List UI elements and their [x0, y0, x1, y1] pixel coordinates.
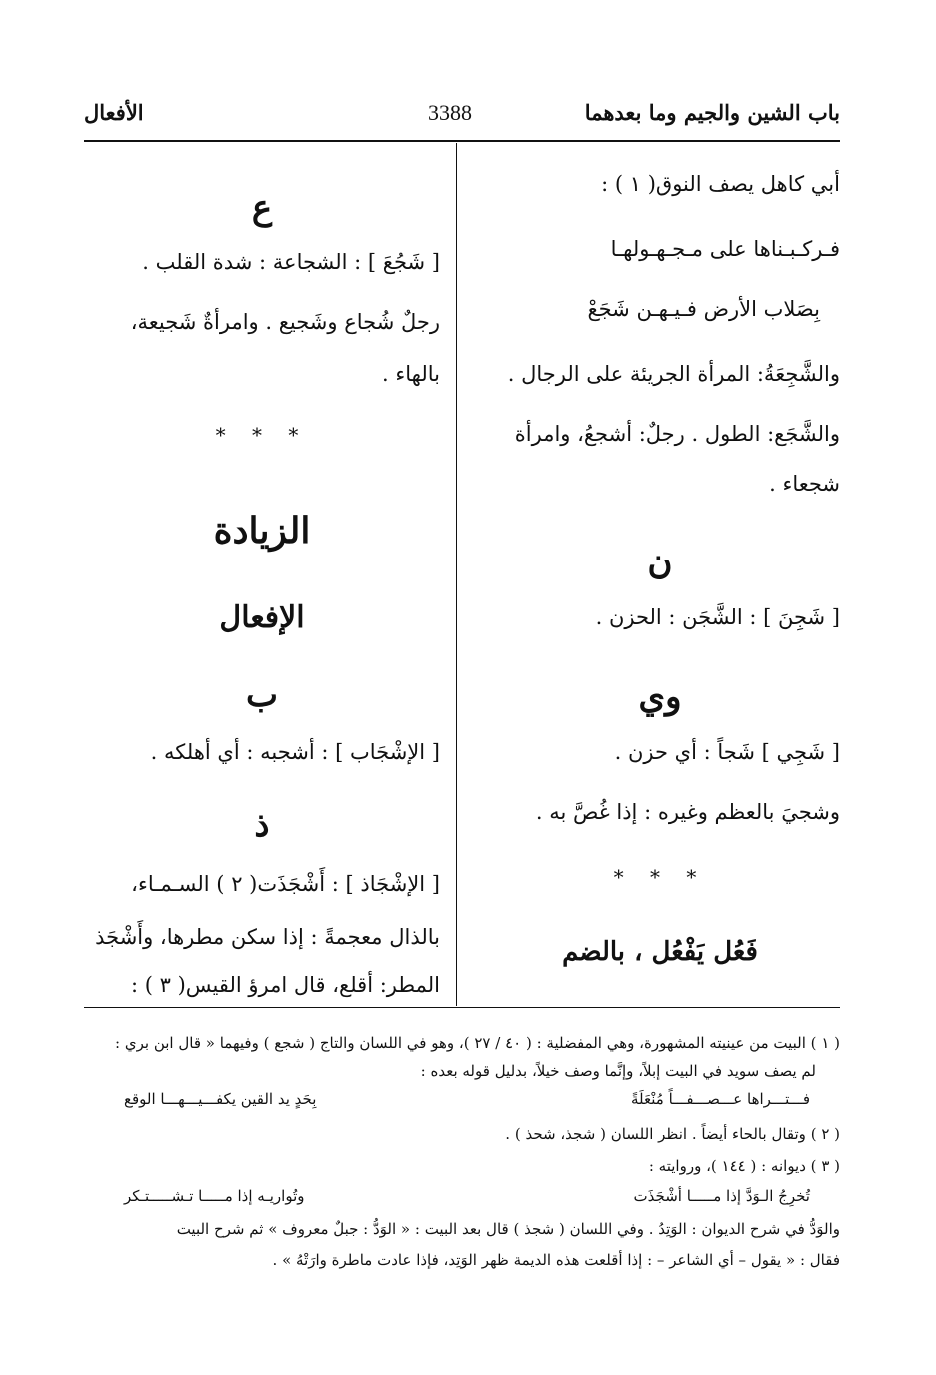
running-head-section: الأفعال [84, 100, 144, 125]
text-line: أبي كاهل يصف النوق( ١ ) : [601, 172, 840, 196]
footnote-verse-hemistich: وتُواريـه إذا مـــــا تـشـــــتـكر [124, 1187, 305, 1205]
verb-pattern-heading: فَعُل يَفْعُل ، بالضم [562, 937, 758, 967]
footnote-3-continued: فقال : « يقول – أي الشاعر – : إذا أقلعت هذه الديمة ظهر الوَتِد، فإذا عادت ماطرة وارَتْهُ » . [272, 1251, 840, 1269]
entry-line: [ شَجِنَ ] : الشَّجَن : الحزن . [595, 605, 840, 629]
letter-heading-dhal: ذ [254, 805, 270, 845]
page-number: 3388 [428, 100, 472, 125]
verse-hemistich-2: بِصَلاب الأرض فـيـهـن شَجَعْ [587, 297, 820, 321]
text-line: رجلٌ شُجاع وشَجيع . وامرأةٌ شَجيعة، [130, 310, 440, 334]
entry-line: [ شَجُعَ ] : الشجاعة : شدة القلب . [142, 250, 440, 274]
running-head-chapter: باب الشين والجيم وما بعدهما [584, 100, 840, 125]
letter-heading-waw-ya: وي [638, 677, 682, 717]
footnote-3: ( ٣ ) ديوانه : ( ١٤٤ )، وروايته : [648, 1157, 840, 1175]
header-rule [84, 140, 840, 142]
section-separator: * * * [613, 865, 707, 889]
footnote-verse-hemistich: بِحَدٍ يد القين يكفـــيـــهـــا الوقع [124, 1090, 317, 1108]
footnote-verse-hemistich: تُخرِجُ الـوَدَّ إذا مـــــا أشْجَذَت [633, 1187, 810, 1205]
section-separator: * * * [215, 423, 309, 447]
text-line: شجعاء . [769, 472, 840, 496]
entry-line: [ الإشْجَاب ] : أشجبه : أي أهلكه . [150, 740, 440, 764]
verse-hemistich-1: فـركـبـناها على مـجـهـولهـا [610, 237, 840, 261]
text-line: والشَّجَع: الطول . رجلٌ: أشجعُ، وامرأة [514, 422, 840, 446]
footnote-1: ( ١ ) البيت من عينيته المشهورة، وهي المفضلية : ( ٤٠ / ٢٧ )، وهو في اللسان والتاج ( شجع ) وفيهما « قال ابن بري : [115, 1034, 840, 1052]
text-line: بالذال معجمةً : إذا سكن مطرها، وأَشْجَذ [95, 925, 440, 949]
letter-heading-ain: ع [251, 188, 273, 228]
footnote-1-continued: لم يصف سويد في البيت إبلاً، وإنَّما وصف خيلاً، بدليل قوله بعده : [420, 1062, 816, 1080]
entry-line: [ الإشْجَاذ ] : أَشْجَذَت( ٢ ) السـمـاء، [131, 872, 440, 896]
subsection-heading: الإفعال [219, 600, 305, 635]
column-divider [456, 143, 457, 1006]
footnote-verse-hemistich: فـــتـــراها عـــصـــفـــاً مُنْعَلَةً [631, 1090, 810, 1108]
letter-heading-ba: ب [245, 675, 278, 715]
text-line: المطر: أقلع، قال امرؤ القيس( ٣ ) : [131, 973, 440, 997]
footnote-3-continued: والوَدُّ في شرح الديوان : الوَتِدُ . وفي اللسان ( شجذ ) قال بعد البيت : « الوَدُّ : جبلٌ معروف » ثم شرح البيت [176, 1220, 840, 1238]
letter-heading-nun: ن [647, 542, 673, 582]
text-line: بالهاء . [382, 362, 440, 386]
text-line: والشَّجِعَةُ: المرأة الجريئة على الرجال . [507, 362, 840, 386]
text-line: وشجيَ بالعظم وغيره : إذا غُصَّ به . [535, 800, 840, 824]
footnote-rule [84, 1007, 840, 1008]
entry-line: [ شَجِي ] شَجاً : أي حزن . [614, 740, 840, 764]
footnote-2: ( ٢ ) وتقال بالحاء أيضاً . انظر اللسان ( شجذ، شحذ ) . [505, 1125, 840, 1143]
section-heading: الزيادة [213, 510, 311, 552]
